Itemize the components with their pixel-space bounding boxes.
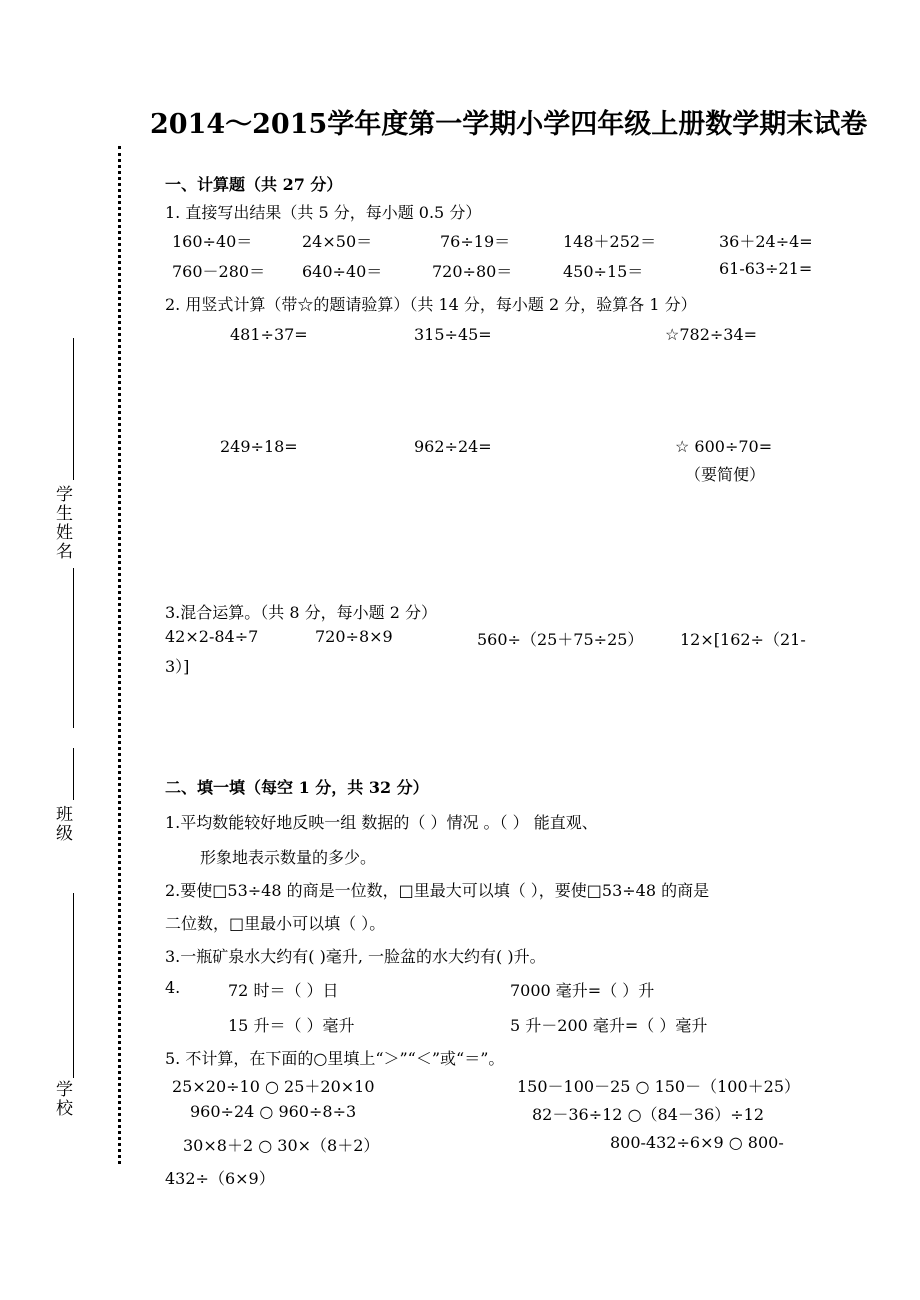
fill-q1-line2: 形象地表示数量的多少。 — [200, 848, 377, 867]
q3-item: 560÷（25＋75÷25） — [477, 630, 644, 649]
q1-item: 24×50＝ — [302, 232, 373, 251]
fill-q3: 3.一瓶矿泉水大约有( )毫升, 一脸盆的水大约有( )升。 — [165, 947, 546, 966]
compare-item-wrap: 432÷（6×9） — [165, 1169, 275, 1188]
name-line-lower — [73, 568, 74, 728]
fill-q1-line1: 1.平均数能较好地反映一组 数据的（ ）情况 。（ ） 能直观、 — [165, 813, 598, 832]
q3-item: 720÷8×9 — [315, 627, 393, 646]
q2-item: 481÷37= — [230, 325, 308, 344]
q1-item: 450÷15＝ — [563, 262, 644, 281]
q1-item: 36＋24÷4= — [719, 232, 813, 251]
q2-item: ☆ 600÷70= — [675, 437, 773, 456]
q2-item: 249÷18= — [220, 437, 298, 456]
q2-label: 2. 用竖式计算（带☆的题请验算）（共 14 分，每小题 2 分，验算各 1 分） — [165, 295, 697, 314]
school-label: 学校 — [52, 1080, 72, 1118]
name-line-upper — [73, 338, 74, 480]
page-title: 2014～2015学年度第一学期小学四年级上册数学期末试卷 — [150, 109, 868, 140]
fill-q4-number: 4. — [165, 978, 181, 997]
fill-q4-item: 72 时＝（ ）日 — [228, 981, 339, 1000]
fill-q4-item: 15 升＝（ ）毫升 — [228, 1016, 355, 1035]
student-name-label: 学生姓名 — [52, 485, 72, 561]
class-label: 班级 — [52, 805, 72, 843]
q1-item: 760－280＝ — [172, 262, 266, 281]
q3-item: 12×[162÷（21- — [680, 630, 806, 649]
q1-item: 148＋252＝ — [563, 232, 657, 251]
q2-note: （要简便） — [685, 465, 766, 484]
compare-item: 25×20÷10 ○ 25＋20×10 — [172, 1077, 375, 1096]
q3-item: 42×2-84÷7 — [165, 627, 259, 646]
q1-item: 720÷80＝ — [432, 262, 513, 281]
fill-q4-item: 7000 毫升=（ ）升 — [510, 981, 655, 1000]
q1-item: 160÷40＝ — [172, 232, 253, 251]
q2-item: ☆782÷34= — [665, 325, 758, 344]
fill-q2-line2: 二位数，□里最小可以填（ ）。 — [165, 914, 386, 933]
q3-label: 3.混合运算。（共 8 分，每小题 2 分） — [165, 603, 437, 622]
compare-item: 960÷24 ○ 960÷8÷3 — [190, 1102, 357, 1121]
compare-item: 82－36÷12 ○（84－36）÷12 — [532, 1105, 765, 1124]
q1-item: 640÷40＝ — [302, 262, 383, 281]
section1-heading: 一、计算题（共 27 分） — [165, 175, 343, 194]
q2-item: 315÷45= — [414, 325, 492, 344]
fill-q5-label: 5. 不计算，在下面的○里填上“＞”“＜”或“＝”。 — [165, 1049, 505, 1068]
q1-item: 76÷19＝ — [440, 232, 511, 251]
fill-q2-line1: 2.要使□53÷48 的商是一位数，□里最大可以填（ ），要使□53÷48 的商是 — [165, 881, 710, 900]
fill-q4-item: 5 升－200 毫升=（ ）毫升 — [510, 1016, 708, 1035]
compare-item: 800-432÷6×9 ○ 800- — [610, 1133, 784, 1152]
class-line — [73, 748, 74, 800]
compare-item: 150－100－25 ○ 150－（100＋25） — [517, 1077, 801, 1096]
school-line — [73, 893, 74, 1078]
compare-item: 30×8＋2 ○ 30×（8＋2） — [183, 1136, 380, 1155]
q1-label: 1. 直接写出结果（共 5 分，每小题 0.5 分） — [165, 203, 482, 222]
q2-item: 962÷24= — [414, 437, 492, 456]
section2-heading: 二、填一填（每空 1 分，共 32 分） — [165, 778, 429, 797]
binding-dotted-line — [118, 146, 121, 1164]
q1-item: 61-63÷21= — [719, 259, 813, 278]
q3-item-wrap: 3）] — [165, 657, 190, 676]
